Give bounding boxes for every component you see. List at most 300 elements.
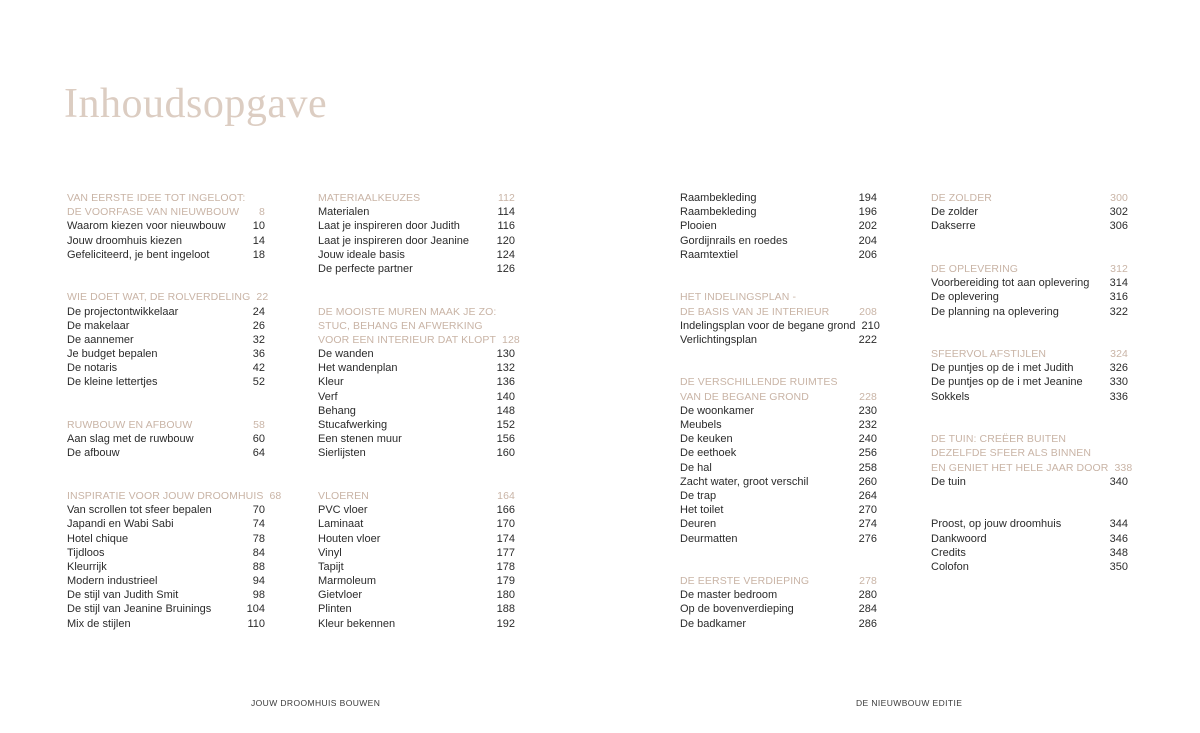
- toc-entry: [931, 290, 1128, 304]
- toc-entry: [931, 276, 1128, 290]
- section-spacer: [67, 262, 265, 290]
- toc-entry-label: Mix de stijlen: [67, 617, 131, 630]
- toc-entry: [680, 234, 877, 248]
- section-heading: [318, 305, 515, 319]
- section-heading-text: DE TUIN: CREËER BUITEN: [931, 433, 1067, 446]
- toc-entry-label: De trap: [680, 489, 717, 502]
- toc-entry-label: Meubels: [680, 419, 722, 432]
- toc-entry: [67, 248, 265, 262]
- section-heading: [67, 418, 265, 432]
- section-heading-text: DE EERSTE VERDIEPING: [680, 575, 810, 588]
- toc-entry-page: 210: [861, 319, 880, 332]
- toc-entry-label: Dakserre: [931, 220, 976, 233]
- toc-entry: [67, 517, 265, 531]
- toc-entry-label: Behang: [318, 404, 356, 417]
- toc-entry: [318, 248, 515, 262]
- toc-entry-page: 70: [252, 504, 265, 517]
- section-heading: [680, 574, 877, 588]
- section-page-number: 68: [269, 489, 282, 502]
- toc-entry-page: 340: [1109, 475, 1128, 488]
- toc-entry: [680, 461, 877, 475]
- toc-section: [931, 262, 1128, 319]
- toc-entry: [318, 404, 515, 418]
- toc-section: [67, 489, 282, 631]
- toc-entry-label: De puntjes op de i met Jeanine: [931, 376, 1083, 389]
- toc-entry: [318, 219, 515, 233]
- toc-entry-page: 177: [496, 546, 515, 559]
- toc-entry-page: 204: [858, 234, 877, 247]
- toc-entry-page: 322: [1109, 305, 1128, 318]
- toc-entry: [67, 546, 265, 560]
- toc-entry: [931, 560, 1128, 574]
- toc-entry-label: Gefeliciteerd, je bent ingeloot: [67, 248, 210, 261]
- toc-entry-page: 110: [247, 617, 265, 630]
- toc-entry-page: 346: [1109, 532, 1128, 545]
- toc-entry: [680, 219, 877, 233]
- section-spacer: [931, 489, 1128, 517]
- toc-entry-page: 104: [246, 603, 265, 616]
- toc-entry-label: Dankwoord: [931, 532, 987, 545]
- section-heading: [67, 191, 265, 205]
- toc-entry-label: Indelingsplan voor de begane grond: [680, 319, 856, 332]
- toc-entry-label: De perfecte partner: [318, 262, 413, 275]
- section-heading-text: DE VERSCHILLENDE RUIMTES: [680, 376, 838, 389]
- toc-section: [67, 418, 265, 461]
- toc-entry: [931, 475, 1128, 489]
- toc-entry: [931, 375, 1128, 389]
- section-page-number: 22: [256, 291, 269, 304]
- toc-entry: [931, 205, 1128, 219]
- toc-entry: [318, 617, 515, 631]
- toc-entry-page: 174: [496, 532, 515, 545]
- toc-entry-page: 10: [252, 220, 265, 233]
- toc-entry: [318, 390, 515, 404]
- toc-entry-page: 302: [1109, 206, 1128, 219]
- toc-entry-label: Laminaat: [318, 518, 364, 531]
- toc-section: [680, 375, 877, 545]
- toc-entry-page: 88: [252, 560, 265, 573]
- toc-entry: [931, 390, 1128, 404]
- toc-entry-page: 32: [252, 333, 265, 346]
- toc-entry-label: PVC vloer: [318, 504, 368, 517]
- toc-entry-page: 148: [496, 404, 515, 417]
- section-heading-text: EN GENIET HET HELE JAAR DOOR: [931, 461, 1109, 474]
- section-heading-text: MATERIAALKEUZES: [318, 192, 421, 204]
- toc-entry-page: 344: [1109, 518, 1128, 531]
- section-page-number: 278: [859, 575, 877, 588]
- toc-entry: [67, 532, 265, 546]
- toc-entry: [680, 588, 877, 602]
- toc-entry: [67, 375, 265, 389]
- toc-entry-label: Waarom kiezen voor nieuwbouw: [67, 220, 226, 233]
- toc-entry-label: Marmoleum: [318, 575, 377, 588]
- toc-section: [67, 290, 269, 389]
- toc-entry-page: 170: [496, 518, 515, 531]
- toc-entry-label: Stucafwerking: [318, 419, 388, 432]
- section-heading: [318, 333, 520, 347]
- toc-entry: [318, 503, 515, 517]
- toc-entry-page: 192: [496, 617, 515, 630]
- toc-entry-page: 78: [252, 532, 265, 545]
- toc-entry-label: De tuin: [931, 475, 966, 488]
- toc-entry-page: 156: [496, 433, 515, 446]
- toc-column-4: [931, 191, 1133, 574]
- toc-entry: [67, 333, 265, 347]
- page-title: Inhoudsopgave: [64, 81, 328, 127]
- toc-entry-page: 120: [496, 234, 515, 247]
- toc-entry-label: Van scrollen tot sfeer bepalen: [67, 504, 212, 517]
- toc-entry-label: Het wandenplan: [318, 362, 398, 375]
- section-heading: [680, 390, 877, 404]
- toc-entry-label: De oplevering: [931, 291, 999, 304]
- toc-entry: [67, 588, 265, 602]
- toc-column-1: [67, 191, 282, 631]
- toc-entry: [680, 475, 877, 489]
- toc-entry-page: 36: [252, 348, 265, 361]
- toc-entry-label: De afbouw: [67, 447, 120, 460]
- toc-entry-label: Tijdloos: [67, 546, 105, 559]
- toc-entry: [931, 532, 1128, 546]
- section-heading-text: DEZELFDE SFEER ALS BINNEN: [931, 447, 1092, 460]
- section-page-number: 128: [502, 333, 520, 346]
- toc-entry-label: Materialen: [318, 206, 370, 219]
- toc-entry: [318, 446, 515, 460]
- toc-entry-label: De hal: [680, 461, 712, 474]
- toc-entry-page: 240: [858, 433, 877, 446]
- toc-entry-label: Sierlijsten: [318, 447, 366, 460]
- toc-entry: [318, 432, 515, 446]
- toc-entry-page: 94: [252, 575, 265, 588]
- toc-entry: [67, 234, 265, 248]
- toc-entry-label: Plooien: [680, 220, 717, 233]
- toc-entry-label: Sokkels: [931, 390, 970, 403]
- toc-entry: [680, 617, 877, 631]
- section-page-number: 228: [859, 390, 877, 403]
- section-page-number: 300: [1110, 192, 1128, 204]
- toc-entry: [318, 517, 515, 531]
- toc-entry-page: 222: [858, 333, 877, 346]
- toc-entry-page: 188: [496, 603, 515, 616]
- toc-entry: [318, 560, 515, 574]
- section-heading: [680, 375, 877, 389]
- toc-entry-label: Laat je inspireren door Judith: [318, 220, 460, 233]
- toc-entry-page: 126: [496, 262, 515, 275]
- toc-section: [680, 290, 880, 347]
- toc-entry-page: 258: [858, 461, 877, 474]
- toc-entry-page: 124: [496, 248, 515, 261]
- section-heading-text: SFEERVOL AFSTIJLEN: [931, 348, 1047, 361]
- toc-entry-page: 52: [252, 376, 265, 389]
- section-heading: [931, 191, 1128, 205]
- toc-entry: [67, 319, 265, 333]
- section-heading: [680, 290, 877, 304]
- toc-entry-page: 84: [252, 546, 265, 559]
- toc-entry: [680, 418, 877, 432]
- toc-entry-page: 132: [496, 362, 515, 375]
- footer-edition: DE NIEUWBOUW EDITIE: [856, 698, 963, 708]
- section-heading: [318, 319, 515, 333]
- toc-entry-label: De aannemer: [67, 333, 134, 346]
- toc-entry-page: 194: [858, 192, 877, 204]
- toc-entry: [67, 219, 265, 233]
- toc-entry-page: 202: [858, 220, 877, 233]
- toc-entry-label: De planning na oplevering: [931, 305, 1059, 318]
- section-heading-text: VAN EERSTE IDEE TOT INGELOOT:: [67, 192, 246, 204]
- toc-entry-label: Een stenen muur: [318, 433, 402, 446]
- section-heading: [931, 446, 1128, 460]
- section-heading-text: VLOEREN: [318, 489, 369, 502]
- toc-entry-label: Vinyl: [318, 546, 342, 559]
- toc-entry-label: Je budget bepalen: [67, 348, 158, 361]
- toc-entry: [931, 361, 1128, 375]
- toc-entry-page: 130: [496, 348, 515, 361]
- section-page-number: 312: [1110, 262, 1128, 275]
- toc-entry-page: 284: [858, 603, 877, 616]
- section-heading-text: INSPIRATIE VOOR JOUW DROOMHUIS: [67, 489, 264, 502]
- toc-entry: [680, 446, 877, 460]
- toc-entry-label: Voorbereiding tot aan oplevering: [931, 277, 1090, 290]
- toc-entry: [67, 503, 265, 517]
- toc-entry: [318, 205, 515, 219]
- section-spacer: [318, 276, 515, 304]
- section-heading-text: DE BASIS VAN JE INTERIEUR: [680, 305, 830, 318]
- section-heading-text: VAN DE BEGANE GROND: [680, 390, 809, 403]
- toc-entry-label: Modern industrieel: [67, 575, 158, 588]
- toc-entry-label: Houten vloer: [318, 532, 381, 545]
- toc-section: [931, 347, 1128, 404]
- toc-entry: [67, 361, 265, 375]
- toc-entry: [67, 347, 265, 361]
- toc-entry: [931, 546, 1128, 560]
- toc-entry: [318, 375, 515, 389]
- toc-entry-page: 260: [858, 475, 877, 488]
- toc-entry: [680, 517, 877, 531]
- toc-section: [931, 191, 1128, 234]
- toc-entry: [67, 602, 265, 616]
- toc-entry-page: 276: [858, 532, 877, 545]
- section-spacer: [931, 234, 1128, 262]
- toc-entry: [318, 361, 515, 375]
- section-page-number: 208: [859, 305, 877, 318]
- toc-entry-label: Laat je inspireren door Jeanine: [318, 234, 470, 247]
- toc-entry-page: 180: [496, 589, 515, 602]
- section-page-number: 112: [497, 192, 515, 204]
- toc-entry-page: 114: [497, 206, 515, 219]
- toc-entry: [67, 574, 265, 588]
- toc-entry: [680, 205, 877, 219]
- toc-entry: [680, 333, 877, 347]
- section-spacer: [318, 461, 515, 489]
- section-heading: [67, 489, 282, 503]
- footer-book-title: JOUW DROOMHUIS BOUWEN: [251, 698, 381, 708]
- toc-entry: [680, 532, 877, 546]
- toc-entry-page: 74: [252, 518, 265, 531]
- toc-entry-page: 14: [252, 234, 265, 247]
- section-heading-text: DE VOORFASE VAN NIEUWBOUW: [67, 206, 240, 219]
- toc-entry-label: De master bedroom: [680, 589, 778, 602]
- toc-entry-label: De woonkamer: [680, 404, 754, 417]
- toc-entry-page: 42: [252, 362, 265, 375]
- toc-entry-page: 166: [496, 504, 515, 517]
- toc-entry-page: 18: [252, 248, 265, 261]
- toc-entry-page: 230: [858, 404, 877, 417]
- toc-entry-label: Gietvloer: [318, 589, 363, 602]
- toc-entry: [318, 262, 515, 276]
- section-heading: [931, 262, 1128, 276]
- toc-entry-label: De stijl van Jeanine Bruinings: [67, 603, 212, 616]
- toc-entry-label: De projectontwikkelaar: [67, 305, 179, 318]
- toc-entry-label: Kleur bekennen: [318, 617, 396, 630]
- section-heading-text: HET INDELINGSPLAN -: [680, 291, 797, 304]
- toc-entry-page: 206: [858, 248, 877, 261]
- section-heading-text: VOOR EEN INTERIEUR DAT KLOPT: [318, 333, 497, 346]
- toc-entry: [67, 446, 265, 460]
- toc-entry-page: 178: [496, 560, 515, 573]
- toc-section: [318, 191, 515, 276]
- toc-entry: [680, 602, 877, 616]
- toc-entry: [318, 234, 515, 248]
- toc-section: [318, 305, 520, 461]
- toc-entry-label: Raamtextiel: [680, 248, 739, 261]
- section-spacer: [931, 404, 1128, 432]
- toc-entry-page: 98: [252, 589, 265, 602]
- section-page-number: 324: [1110, 348, 1128, 361]
- toc-entry-page: 256: [858, 447, 877, 460]
- toc-entry-page: 140: [496, 390, 515, 403]
- toc-entry-label: De wanden: [318, 348, 374, 361]
- toc-entry: [680, 489, 877, 503]
- section-spacer: [67, 461, 265, 489]
- toc-entry: [318, 532, 515, 546]
- toc-entry: [931, 517, 1128, 531]
- section-heading-text: DE ZOLDER: [931, 192, 992, 204]
- toc-entry-page: 24: [252, 305, 265, 318]
- toc-entry-label: De zolder: [931, 206, 979, 219]
- section-page-number: 338: [1114, 461, 1133, 474]
- toc-entry: [318, 347, 515, 361]
- toc-entry-page: 196: [858, 206, 877, 219]
- section-spacer: [680, 262, 877, 290]
- section-heading: [67, 290, 269, 304]
- toc-entry: [680, 191, 877, 205]
- section-heading: [318, 489, 515, 503]
- toc-entry: [318, 418, 515, 432]
- section-spacer: [67, 390, 265, 418]
- toc-entry: [680, 319, 880, 333]
- section-heading-text: DE OPLEVERING: [931, 262, 1019, 275]
- section-spacer: [680, 347, 877, 375]
- toc-entry-label: Credits: [931, 546, 966, 559]
- section-heading: [318, 191, 515, 205]
- toc-entry-label: Verlichtingsplan: [680, 333, 758, 346]
- toc-entry-label: Japandi en Wabi Sabi: [67, 518, 174, 531]
- toc-section: [680, 191, 877, 262]
- toc-entry-label: Op de bovenverdieping: [680, 603, 794, 616]
- section-heading: [931, 461, 1133, 475]
- section-heading: [67, 205, 265, 219]
- toc-entry-label: De stijl van Judith Smit: [67, 589, 179, 602]
- toc-entry: [680, 503, 877, 517]
- toc-entry-page: 316: [1109, 291, 1128, 304]
- toc-entry-page: 326: [1109, 362, 1128, 375]
- toc-entry-label: Tapijt: [318, 560, 344, 573]
- toc-entry-label: Verf: [318, 390, 338, 403]
- toc-entry-label: De keuken: [680, 433, 733, 446]
- toc-entry-page: 64: [252, 447, 265, 460]
- toc-entry: [318, 574, 515, 588]
- toc-entry-label: Hotel chique: [67, 532, 129, 545]
- toc-entry: [67, 432, 265, 446]
- toc-entry: [680, 248, 877, 262]
- section-heading: [680, 305, 877, 319]
- toc-entry-page: 160: [496, 447, 515, 460]
- toc-entry-page: 306: [1109, 220, 1128, 233]
- toc-entry-page: 136: [496, 376, 515, 389]
- toc-entry-page: 336: [1109, 390, 1128, 403]
- toc-entry-label: Jouw droomhuis kiezen: [67, 234, 182, 247]
- toc-section: [67, 191, 265, 262]
- toc-entry-label: Zacht water, groot verschil: [680, 475, 809, 488]
- section-page-number: 58: [253, 419, 265, 432]
- toc-entry-label: Jouw ideale basis: [318, 248, 405, 261]
- toc-entry-page: 286: [858, 617, 877, 630]
- toc-entry-page: 330: [1109, 376, 1128, 389]
- toc-entry: [318, 602, 515, 616]
- toc-entry-page: 350: [1109, 560, 1128, 573]
- toc-entry-page: 26: [252, 319, 265, 332]
- toc-entry-page: 274: [858, 518, 877, 531]
- toc-entry: [931, 305, 1128, 319]
- section-page-number: 164: [497, 489, 515, 502]
- toc-entry-label: De makelaar: [67, 319, 130, 332]
- toc-entry-label: De notaris: [67, 362, 118, 375]
- toc-entry: [680, 432, 877, 446]
- toc-entry-label: De eethoek: [680, 447, 737, 460]
- toc-entry-label: Aan slag met de ruwbouw: [67, 433, 194, 446]
- toc-entry: [318, 546, 515, 560]
- toc-entry-label: Plinten: [318, 603, 352, 616]
- section-page-number: 8: [259, 206, 265, 219]
- toc-entry: [67, 560, 265, 574]
- toc-column-3: [680, 191, 880, 631]
- section-heading-text: DE MOOISTE MUREN MAAK JE ZO:: [318, 305, 497, 318]
- toc-entry-label: Gordijnrails en roedes: [680, 234, 788, 247]
- toc-column-2: [318, 191, 520, 631]
- section-spacer: [931, 319, 1128, 347]
- section-heading: [931, 432, 1128, 446]
- toc-section: [318, 489, 515, 631]
- section-heading-text: RUWBOUW EN AFBOUW: [67, 419, 193, 432]
- toc-entry-label: Deuren: [680, 518, 717, 531]
- toc-entry-label: De puntjes op de i met Judith: [931, 362, 1074, 375]
- toc-entry-label: Colofon: [931, 560, 969, 573]
- toc-entry: [318, 588, 515, 602]
- toc-entry-label: Het toilet: [680, 504, 724, 517]
- toc-entry-label: Proost, op jouw droomhuis: [931, 518, 1062, 531]
- toc-entry-label: De kleine lettertjes: [67, 376, 158, 389]
- toc-entry-page: 314: [1109, 277, 1128, 290]
- toc-entry: [680, 404, 877, 418]
- toc-entry-page: 348: [1109, 546, 1128, 559]
- toc-entry-label: Deurmatten: [680, 532, 738, 545]
- toc-entry-page: 280: [858, 589, 877, 602]
- toc-entry-page: 232: [858, 419, 877, 432]
- toc-section: [680, 574, 877, 631]
- toc-entry-page: 116: [497, 220, 515, 233]
- section-spacer: [680, 546, 877, 574]
- toc-entry-label: Kleur: [318, 376, 344, 389]
- toc-entry: [931, 219, 1128, 233]
